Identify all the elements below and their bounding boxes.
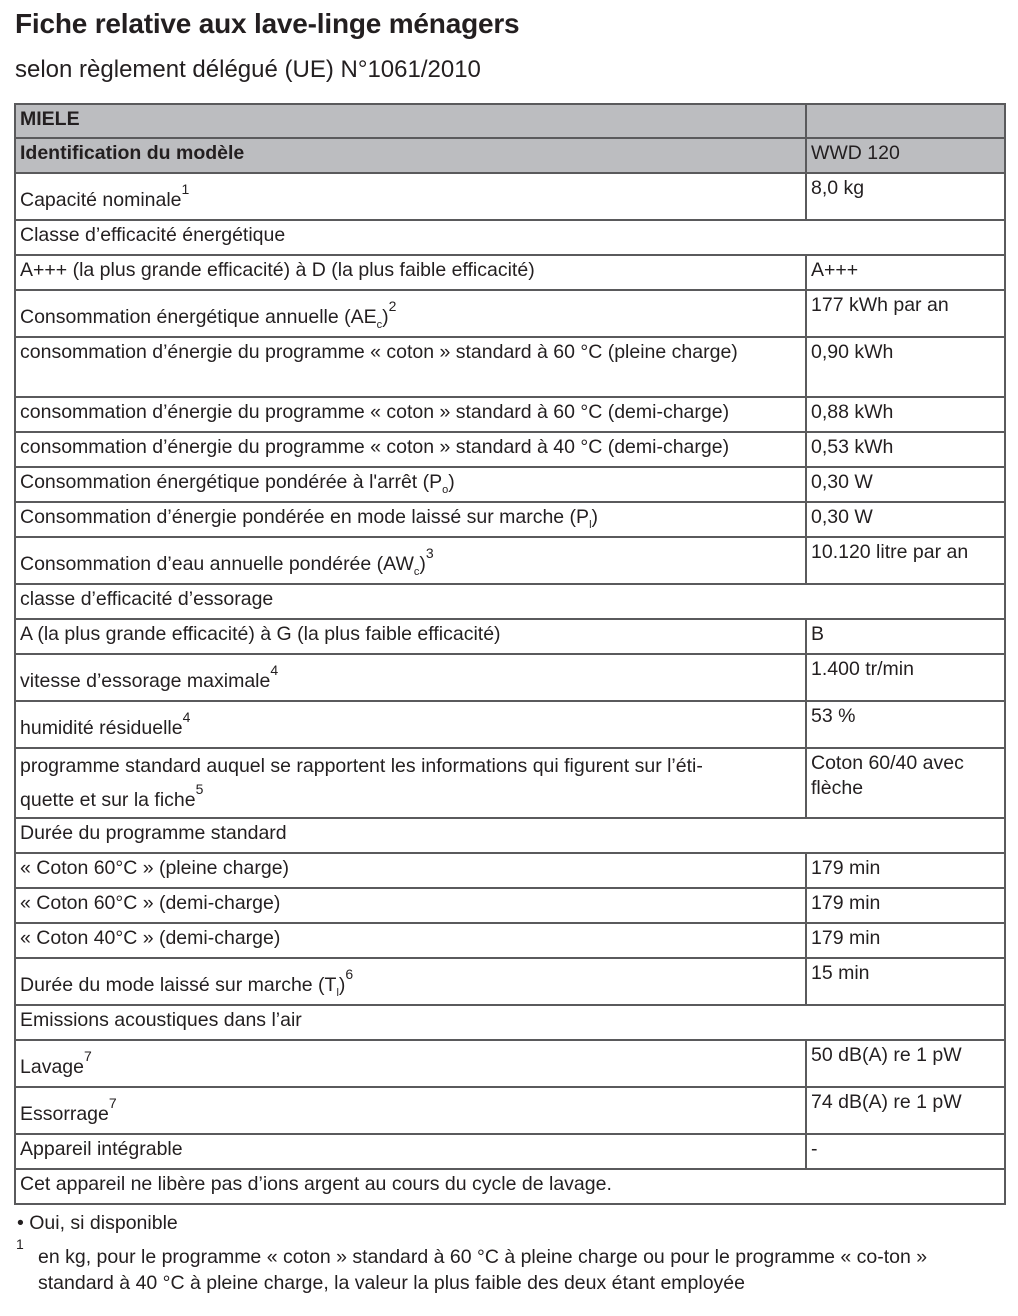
capacity-label: Capacité nominale <box>20 189 182 211</box>
row-label <box>15 1040 806 1087</box>
row-label: « Coton 40°C » (demi-charge) <box>15 923 806 958</box>
row-value: 0,88 kWh <box>806 397 1005 432</box>
table-row-duration-60-half <box>15 888 1005 923</box>
section-label: Emissions acoustiques dans l’air <box>15 1005 1005 1040</box>
footnote-ref: 6 <box>345 966 354 982</box>
table-row-energy-class <box>15 255 1005 290</box>
table-row-silver-ions <box>15 1169 1005 1204</box>
table-row-off-mode-power <box>15 467 1005 502</box>
row-label <box>15 290 806 337</box>
row-value: 179 min <box>806 853 1005 888</box>
row-label: Appareil intégrable <box>15 1134 806 1169</box>
label-text: Consommation d’eau annuelle pondérée (AW <box>20 553 414 575</box>
table-row-model <box>15 138 1005 173</box>
table-row-standard-programme <box>15 748 1005 818</box>
subscript: l <box>589 519 592 531</box>
row-value: 179 min <box>806 888 1005 923</box>
footnote-ref: 1 <box>181 181 190 197</box>
product-fiche-table <box>14 103 1006 1205</box>
section-label: Durée du programme standard <box>15 818 1005 853</box>
footnote-text: en kg, pour le programme « coton » standard à 60 °C à pleine charge ou pour le programme « co-ton » standard à 40 °C à pleine charge, la valeur la plus faible des deux étant employée <box>38 1246 928 1294</box>
row-label: A+++ (la plus grande efficacité) à D (la plus faible efficacité) <box>15 255 806 290</box>
row-value: 0,30 W <box>806 502 1005 537</box>
table-row-section-spin-class <box>15 584 1005 619</box>
row-value: 0,90 kWh <box>806 337 1005 397</box>
table-row-brand <box>15 104 1005 138</box>
table-row-annual-water <box>15 537 1005 584</box>
bullet-note-text: Oui, si disponible <box>29 1212 178 1234</box>
subscript: o <box>442 484 449 496</box>
row-label <box>15 654 806 701</box>
table-row-spin-class <box>15 619 1005 654</box>
label-text: ) <box>591 506 599 528</box>
row-value: 8,0 kg <box>806 173 1005 220</box>
footnote-ref: 7 <box>83 1048 92 1064</box>
row-value: 10.120 litre par an <box>806 537 1005 584</box>
row-label: consommation d’énergie du programme « coton » standard à 60 °C (pleine charge) <box>15 337 806 397</box>
section-label: Classe d’efficacité énergétique <box>15 220 1005 255</box>
footnotes <box>17 1210 977 1296</box>
table-row-built-in <box>15 1134 1005 1169</box>
label-text: Lavage <box>20 1056 84 1078</box>
row-value: 0,53 kWh <box>806 432 1005 467</box>
label-text: Consommation d’énergie pondérée en mode laissé sur marche (P <box>20 506 590 528</box>
section-label: classe d’efficacité d’essorage <box>15 584 1005 619</box>
page-title: Fiche relative aux lave-linge ménagers <box>15 8 520 39</box>
row-label <box>15 958 806 1005</box>
table-row-left-on-duration <box>15 958 1005 1005</box>
row-value: A+++ <box>806 255 1005 290</box>
row-value: 53 % <box>806 701 1005 748</box>
label-text: quette et sur la fiche <box>20 789 196 811</box>
page-subtitle: selon règlement délégué (UE) N°1061/2010 <box>15 56 481 83</box>
table-row-energy-40-half <box>15 432 1005 467</box>
row-label: A (la plus grande efficacité) à G (la plus faible efficacité) <box>15 619 806 654</box>
row-label <box>15 467 806 502</box>
label-text: ) <box>382 306 389 328</box>
footnote-ref: 4 <box>270 662 279 678</box>
footnote-ref: 4 <box>182 709 191 725</box>
label-text: programme standard auquel se rapportent les informations qui figurent sur l’éti- <box>20 755 703 777</box>
table-row-annual-energy <box>15 290 1005 337</box>
table-row-max-spin-speed <box>15 654 1005 701</box>
row-value: B <box>806 619 1005 654</box>
table-row-section-duration <box>15 818 1005 853</box>
row-value: - <box>806 1134 1005 1169</box>
bullet-icon: • <box>17 1212 24 1234</box>
bullet-note <box>17 1210 977 1236</box>
table-row-energy-60-half <box>15 397 1005 432</box>
row-value: 177 kWh par an <box>806 290 1005 337</box>
row-label <box>15 1087 806 1134</box>
table-row-section-energy-class <box>15 220 1005 255</box>
row-label: « Coton 60°C » (demi-charge) <box>15 888 806 923</box>
model-label: Identification du modèle <box>15 138 806 173</box>
label-text: ) <box>338 974 346 996</box>
footnote-ref: 7 <box>108 1095 117 1111</box>
row-label <box>15 701 806 748</box>
footnote-ref: 5 <box>195 781 204 797</box>
label-text: ) <box>448 471 455 493</box>
footnote-ref: 3 <box>425 545 434 561</box>
row-label <box>15 502 806 537</box>
label-text: humidité résiduelle <box>20 717 183 739</box>
table-row-duration-40-half <box>15 923 1005 958</box>
footnote-ref: 2 <box>388 298 397 314</box>
row-value: 179 min <box>806 923 1005 958</box>
subscript: c <box>413 566 420 578</box>
subscript: c <box>376 319 383 331</box>
subscript: l <box>336 987 339 999</box>
label-text: Consommation énergétique pondérée à l'arrêt (P <box>20 471 443 493</box>
row-value: 15 min <box>806 958 1005 1005</box>
label-text: vitesse d’essorage maximale <box>20 670 271 692</box>
row-label <box>15 748 806 818</box>
row-label <box>15 537 806 584</box>
table-row-capacity <box>15 173 1005 220</box>
table-row-noise-wash <box>15 1040 1005 1087</box>
row-value: 50 dB(A) re 1 pW <box>806 1040 1005 1087</box>
label-text: Essorrage <box>20 1103 109 1125</box>
row-value: Coton 60/40 avec flèche <box>806 748 1005 818</box>
table-row-energy-60-full <box>15 337 1005 397</box>
row-label: « Coton 60°C » (pleine charge) <box>15 853 806 888</box>
row-label: consommation d’énergie du programme « coton » standard à 60 °C (demi-charge) <box>15 397 806 432</box>
row-value: 74 dB(A) re 1 pW <box>806 1087 1005 1134</box>
label-text: ) <box>419 553 426 575</box>
table-row-duration-60-full <box>15 853 1005 888</box>
section-label: Cet appareil ne libère pas d’ions argent au cours du cycle de lavage. <box>15 1169 1005 1204</box>
row-value: 0,30 W <box>806 467 1005 502</box>
model-value: WWD 120 <box>806 138 1005 173</box>
footnote-1 <box>16 1236 977 1296</box>
table-row-noise-spin <box>15 1087 1005 1134</box>
brand-value <box>806 104 1005 138</box>
label-text: Durée du mode laissé sur marche (T <box>20 974 337 996</box>
row-value: 1.400 tr/min <box>806 654 1005 701</box>
row-label: consommation d’énergie du programme « coton » standard à 40 °C (demi-charge) <box>15 432 806 467</box>
brand-label: MIELE <box>15 104 806 138</box>
table-row-section-acoustic <box>15 1005 1005 1040</box>
footnote-number: 1 <box>16 1236 24 1252</box>
row-label <box>15 173 806 220</box>
label-text: Consommation énergétique annuelle (AE <box>20 306 377 328</box>
table-row-left-on-power <box>15 502 1005 537</box>
table-row-residual-moisture <box>15 701 1005 748</box>
